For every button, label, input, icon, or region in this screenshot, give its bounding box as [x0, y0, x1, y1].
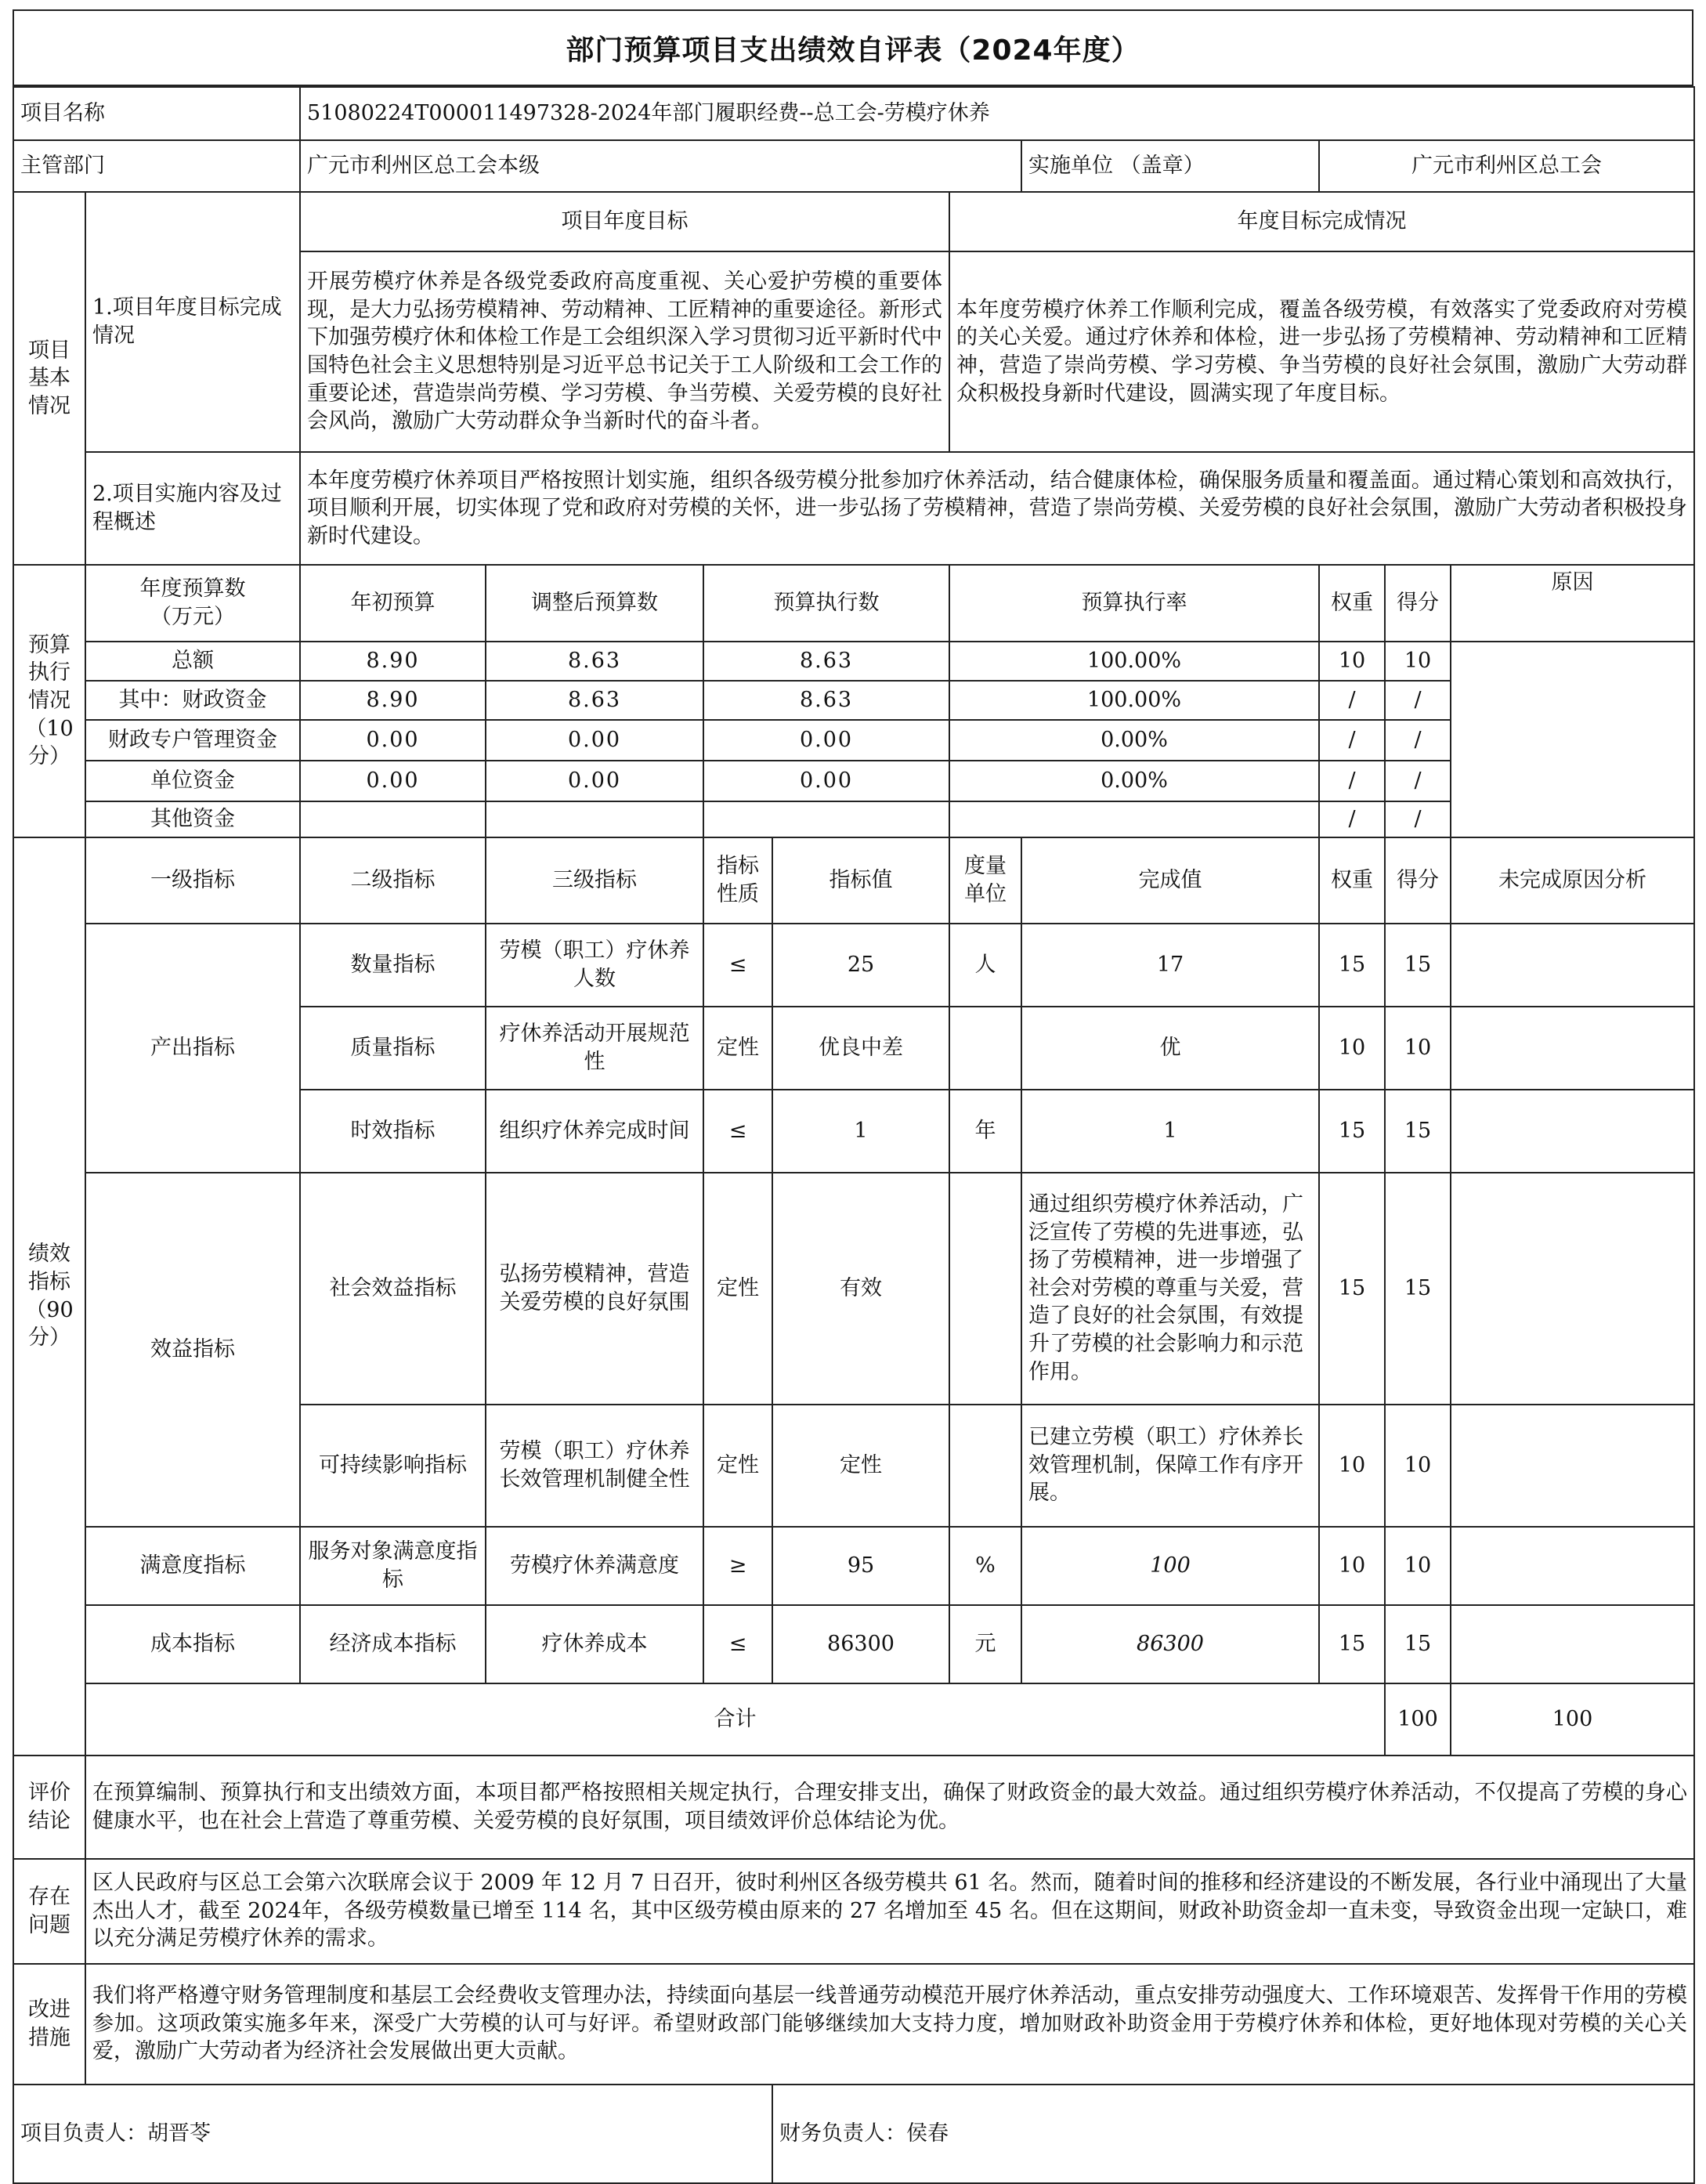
indicator-actual: 优 — [1021, 1007, 1319, 1090]
budget-row-rate: 100.00% — [949, 681, 1319, 720]
budget-row-label: 单位资金 — [85, 761, 300, 801]
indicator-analysis — [1451, 1527, 1694, 1605]
budget-row-executed: 8.63 — [703, 642, 949, 681]
perf-header-level1: 一级指标 — [85, 837, 300, 924]
indicator-unit — [949, 1007, 1021, 1090]
basic-section-text: 项目 基本 情况 — [28, 338, 70, 418]
perf-section-text: 绩效 指标 （90 分） — [25, 1242, 74, 1351]
perf-header-analysis: 未完成原因分析 — [1451, 837, 1694, 924]
perf-header-level3: 三级指标 — [486, 837, 703, 924]
indicator-analysis — [1451, 1173, 1694, 1405]
budget-row-weight: / — [1319, 681, 1385, 720]
indicator-level2: 质量指标 — [300, 1007, 486, 1090]
indicator-nature: ≤ — [703, 924, 772, 1007]
indicator-nature: ≥ — [703, 1527, 772, 1605]
indicator-score: 10 — [1385, 1527, 1451, 1605]
perf-header-unit-text: 度量 单位 — [964, 854, 1007, 906]
implementing-unit-label: 实施单位 （盖章） — [1021, 140, 1319, 192]
perf-header-actual: 完成值 — [1021, 837, 1319, 924]
budget-row-weight: / — [1319, 720, 1385, 761]
indicator-unit: % — [949, 1527, 1021, 1605]
indicator-nature: 定性 — [703, 1173, 772, 1405]
indicator-score: 15 — [1385, 924, 1451, 1007]
finance-leader: 财务负责人：侯春 — [772, 2085, 1694, 2183]
total-score: 100 — [1451, 1683, 1694, 1756]
budget-row-executed: 0.00 — [703, 761, 949, 801]
indicator-value: 86300 — [772, 1605, 949, 1683]
budget-header-executed: 预算执行数 — [703, 565, 949, 642]
indicator-actual: 100 — [1021, 1527, 1319, 1605]
indicator-value: 优良中差 — [772, 1007, 949, 1090]
department-value: 广元市利州区总工会本级 — [300, 140, 1021, 192]
indicator-weight: 15 — [1319, 1090, 1385, 1173]
budget-row-score: / — [1385, 761, 1451, 801]
budget-row-score: 10 — [1385, 642, 1451, 681]
budget-row-adjusted — [486, 801, 703, 837]
indicator-value: 定性 — [772, 1405, 949, 1527]
budget-row-score: / — [1385, 720, 1451, 761]
indicator-level2: 可持续影响指标 — [300, 1405, 486, 1527]
budget-header-adjusted: 调整后预算数 — [486, 565, 703, 642]
budget-row-rate: 100.00% — [949, 642, 1319, 681]
budget-row-initial: 0.00 — [300, 761, 486, 801]
indicator-value: 有效 — [772, 1173, 949, 1405]
budget-row-rate: 0.00% — [949, 720, 1319, 761]
project-leader: 项目负责人：胡晋苓 — [13, 2085, 772, 2183]
indicator-level2: 数量指标 — [300, 924, 486, 1007]
indicator-analysis — [1451, 1605, 1694, 1683]
implementation-label: 2.项目实施内容及过程概述 — [85, 452, 300, 565]
indicator-unit: 年 — [949, 1090, 1021, 1173]
implementing-unit-value: 广元市利州区总工会 — [1319, 140, 1694, 192]
budget-row-initial — [300, 801, 486, 837]
indicator-actual: 1 — [1021, 1090, 1319, 1173]
indicator-analysis — [1451, 1405, 1694, 1527]
indicator-score: 10 — [1385, 1405, 1451, 1527]
indicator-level3: 疗休养成本 — [486, 1605, 703, 1683]
budget-row-label: 其中：财政资金 — [85, 681, 300, 720]
budget-header-reason: 原因 — [1451, 565, 1694, 642]
perf-header-nature-text: 指标 性质 — [717, 854, 759, 906]
indicator-level3: 疗休养活动开展规范性 — [486, 1007, 703, 1090]
project-name-label: 项目名称 — [13, 87, 300, 140]
budget-row-label: 总额 — [85, 642, 300, 681]
indicator-nature: 定性 — [703, 1007, 772, 1090]
budget-row-label: 财政专户管理资金 — [85, 720, 300, 761]
budget-section-text: 预算 执行 情况 （10 分） — [25, 632, 74, 769]
implementation-text: 本年度劳模疗休养项目严格按照计划实施，组织各级劳模分批参加疗休养活动，结合健康体检，确保服务质量和覆盖面。通过精心策划和高效执行，项目顺利开展，切实体现了党和政府对劳模的关怀，进一步弘扬了劳模精神，营造了崇尚劳模、关爱劳模的良好社会氛围，激励广大劳动者积极投身新时代建设。 — [300, 452, 1694, 565]
problems-label — [13, 1859, 85, 1964]
budget-row-adjusted: 0.00 — [486, 720, 703, 761]
budget-row-weight: / — [1319, 761, 1385, 801]
goal-completion-label: 1.项目年度目标完成情况 — [85, 192, 300, 452]
indicator-unit: 人 — [949, 924, 1021, 1007]
indicator-unit: 元 — [949, 1605, 1021, 1683]
conclusion-label-text: 评价 结论 — [28, 1781, 70, 1833]
budget-row-score: / — [1385, 681, 1451, 720]
indicator-nature: ≤ — [703, 1605, 772, 1683]
indicator-unit — [949, 1405, 1021, 1527]
indicator-analysis — [1451, 1090, 1694, 1173]
budget-row-initial: 8.90 — [300, 642, 486, 681]
budget-row-executed: 0.00 — [703, 720, 949, 761]
indicator-level2: 社会效益指标 — [300, 1173, 486, 1405]
indicator-weight: 10 — [1319, 1527, 1385, 1605]
indicator-actual: 17 — [1021, 924, 1319, 1007]
conclusion-text: 在预算编制、预算执行和支出绩效方面，本项目都严格按照相关规定执行，合理安排支出，确保了财政资金的最大效益。通过组织劳模疗休养活动，不仅提高了劳模的身心健康水平，也在社会上营造了尊重劳模、关爱劳模的良好氛围，项目绩效评价总体结论为优。 — [85, 1756, 1694, 1859]
perf-header-nature — [703, 837, 772, 924]
satisfaction-indicator-label: 满意度指标 — [85, 1527, 300, 1605]
indicator-weight: 15 — [1319, 924, 1385, 1007]
total-weight: 100 — [1385, 1683, 1451, 1756]
output-indicator-label: 产出指标 — [85, 924, 300, 1173]
conclusion-label — [13, 1756, 85, 1859]
budget-row-weight: 10 — [1319, 642, 1385, 681]
budget-header-label-text: 年度预算数 （万元） — [139, 577, 246, 629]
indicator-nature: 定性 — [703, 1405, 772, 1527]
budget-section-label — [13, 565, 85, 837]
problems-text: 区人民政府与区总工会第六次联席会议于 2009 年 12 月 7 日召开，彼时利州区各级劳模共 61 名。然而，随着时间的推移和经济建设的不断发展，各行业中涌现出了大量杰出人才，截至 2024年，各级劳模数量已增至 114 名，其中区级劳模由原来的 27 名增加至 45 名。但在这期间，财政补助资金却一直未变，导致资金出现一定缺口，难以充分满足劳模疗休养的需求。 — [85, 1859, 1694, 1964]
budget-header-score: 得分 — [1385, 565, 1451, 642]
indicator-weight: 10 — [1319, 1007, 1385, 1090]
indicator-weight: 15 — [1319, 1173, 1385, 1405]
page-title: 部门预算项目支出绩效自评表（2024年度） — [13, 9, 1693, 86]
indicator-nature: ≤ — [703, 1090, 772, 1173]
perf-header-value: 指标值 — [772, 837, 949, 924]
indicator-analysis — [1451, 1007, 1694, 1090]
indicator-level3: 组织疗休养完成时间 — [486, 1090, 703, 1173]
cost-indicator-label: 成本指标 — [85, 1605, 300, 1683]
indicator-level3: 劳模（职工）疗休养长效管理机制健全性 — [486, 1405, 703, 1527]
problems-label-text: 存在 问题 — [28, 1885, 70, 1937]
indicator-analysis — [1451, 924, 1694, 1007]
budget-header-label — [85, 565, 300, 642]
budget-row-label: 其他资金 — [85, 801, 300, 837]
indicator-level3: 劳模（职工）疗休养人数 — [486, 924, 703, 1007]
budget-header-rate: 预算执行率 — [949, 565, 1319, 642]
budget-row-executed — [703, 801, 949, 837]
budget-header-initial: 年初预算 — [300, 565, 486, 642]
improve-label — [13, 1964, 85, 2085]
indicator-score: 15 — [1385, 1605, 1451, 1683]
budget-row-score: / — [1385, 801, 1451, 837]
indicator-value: 1 — [772, 1090, 949, 1173]
perf-section-label — [13, 837, 85, 1756]
project-name-value: 51080224T000011497328-2024年部门履职经费--总工会-劳模疗休养 — [300, 87, 1694, 140]
indicator-value: 25 — [772, 924, 949, 1007]
indicator-actual: 86300 — [1021, 1605, 1319, 1683]
improve-label-text: 改进 措施 — [28, 1998, 70, 2050]
budget-row-adjusted: 8.63 — [486, 642, 703, 681]
indicator-level2: 时效指标 — [300, 1090, 486, 1173]
budget-row-rate: 0.00% — [949, 761, 1319, 801]
completion-header: 年度目标完成情况 — [949, 192, 1694, 251]
indicator-score: 10 — [1385, 1007, 1451, 1090]
indicator-value: 95 — [772, 1527, 949, 1605]
indicator-actual: 通过组织劳模疗休养活动，广泛宣传了劳模的先进事迹，弘扬了劳模精神，进一步增强了社会对劳模的尊重与关爱，营造了良好的社会氛围，有效提升了劳模的社会影响力和示范作用。 — [1021, 1173, 1319, 1405]
budget-row-rate — [949, 801, 1319, 837]
perf-header-unit — [949, 837, 1021, 924]
indicator-level2: 经济成本指标 — [300, 1605, 486, 1683]
benefit-indicator-label: 效益指标 — [85, 1173, 300, 1527]
goal-header: 项目年度目标 — [300, 192, 949, 251]
budget-row-initial: 0.00 — [300, 720, 486, 761]
budget-header-weight: 权重 — [1319, 565, 1385, 642]
indicator-level3: 弘扬劳模精神，营造关爱劳模的良好氛围 — [486, 1173, 703, 1405]
indicator-unit — [949, 1173, 1021, 1405]
indicator-actual: 已建立劳模（职工）疗休养长效管理机制，保障工作有序开展。 — [1021, 1405, 1319, 1527]
indicator-score: 15 — [1385, 1090, 1451, 1173]
perf-header-level2: 二级指标 — [300, 837, 486, 924]
department-label: 主管部门 — [13, 140, 300, 192]
perf-header-score: 得分 — [1385, 837, 1451, 924]
annual-goal-text: 开展劳模疗休养是各级党委政府高度重视、关心爱护劳模的重要体现，是大力弘扬劳模精神、劳动精神、工匠精神的重要途径。新形式下加强劳模疗休和体检工作是工会组织深入学习贯彻习近平新时代中国特色社会主义思想特别是习近平总书记关于工人阶级和工会工作的重要论述，营造崇尚劳模、学习劳模、争当劳模、关爱劳模的良好社会风尚，激励广大劳动群众争当新时代的奋斗者。 — [300, 251, 949, 452]
budget-row-executed: 8.63 — [703, 681, 949, 720]
perf-header-weight: 权重 — [1319, 837, 1385, 924]
budget-row-initial: 8.90 — [300, 681, 486, 720]
indicator-weight: 15 — [1319, 1605, 1385, 1683]
indicator-level2: 服务对象满意度指标 — [300, 1527, 486, 1605]
indicator-score: 15 — [1385, 1173, 1451, 1405]
budget-row-adjusted: 0.00 — [486, 761, 703, 801]
indicator-level3: 劳模疗休养满意度 — [486, 1527, 703, 1605]
budget-reason-cell — [1451, 642, 1694, 837]
goal-completion-text: 本年度劳模疗休养工作顺利完成，覆盖各级劳模，有效落实了党委政府对劳模的关心关爱。通过疗休养和体检，进一步弘扬了劳模精神、劳动精神和工匠精神，营造了崇尚劳模、学习劳模、争当劳模的良好社会氛围，激励广大劳动群众积极投身新时代建设，圆满实现了年度目标。 — [949, 251, 1694, 452]
indicator-weight: 10 — [1319, 1405, 1385, 1527]
evaluation-table — [13, 86, 1695, 2184]
total-label: 合计 — [85, 1683, 1385, 1756]
improve-text: 我们将严格遵守财务管理制度和基层工会经费收支管理办法，持续面向基层一线普通劳动模范开展疗休养活动，重点安排劳动强度大、工作环境艰苦、发挥骨干作用的劳模参加。这项政策实施多年来，深受广大劳模的认可与好评。希望财政部门能够继续加大支持力度，增加财政补助资金用于劳模疗休养和体检，更好地体现对劳模的关心关爱，激励广大劳动者为经济社会发展做出更大贡献。 — [85, 1964, 1694, 2085]
budget-row-weight: / — [1319, 801, 1385, 837]
budget-row-adjusted: 8.63 — [486, 681, 703, 720]
basic-section-label — [13, 192, 85, 565]
